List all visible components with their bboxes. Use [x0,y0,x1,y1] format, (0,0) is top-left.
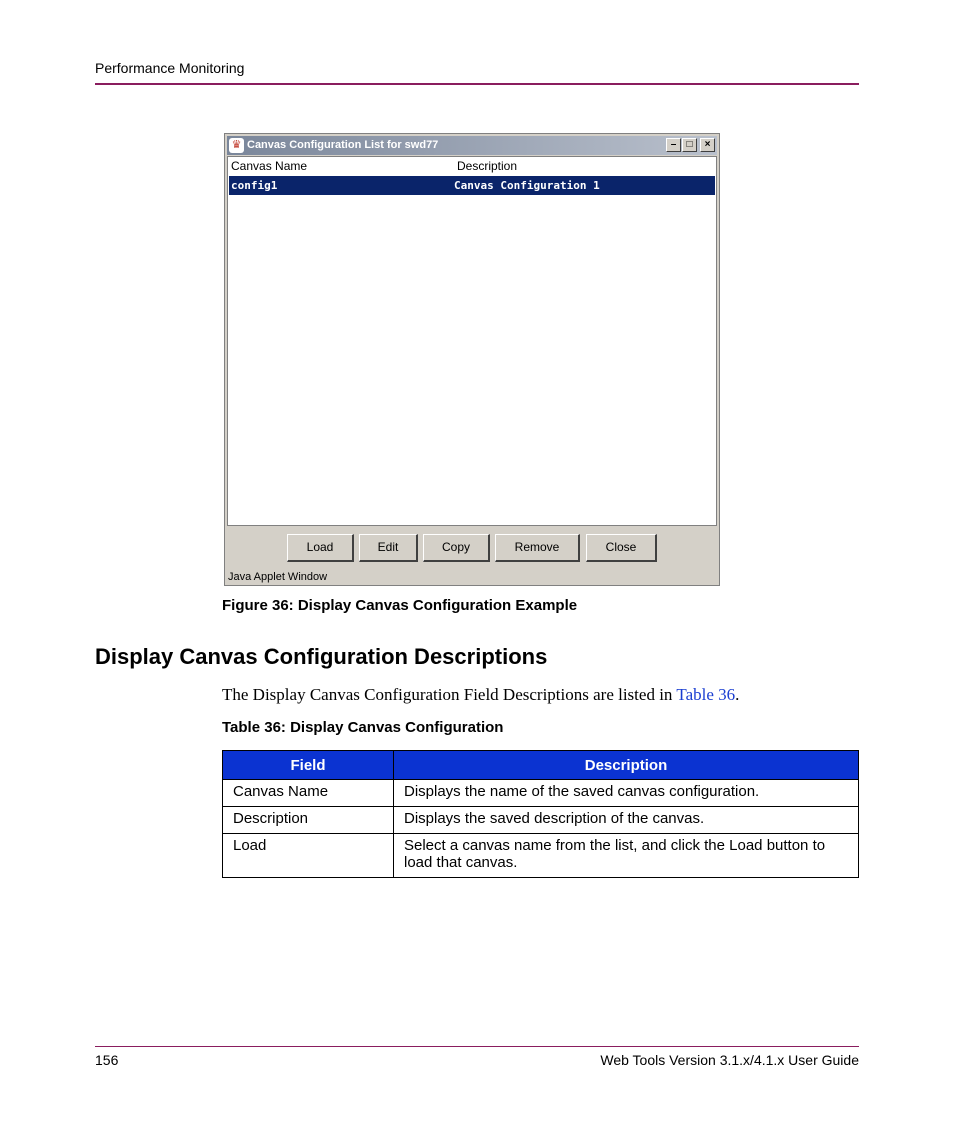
list-item-description: Canvas Configuration 1 [454,179,600,192]
header-rule [95,83,859,85]
table-header-row [223,751,859,780]
status-text: Java Applet Window [228,571,328,583]
description-text-before: Select a canvas name from the list, and click the [404,837,730,854]
page-number: 156 [95,1052,119,1068]
description-text-after: button to load that canvas. [404,837,826,871]
body-paragraph [222,685,739,705]
applet-window [224,133,720,586]
copy-button[interactable]: Copy [423,534,490,562]
table-row [223,834,859,878]
description-term: Load [729,837,763,854]
running-header: Performance Monitoring [95,60,245,76]
field-cell: Load [223,834,394,878]
header-description: Description [394,751,859,780]
field-cell: Description [223,807,394,834]
list-item-name: config1 [231,179,278,192]
app-icon: ♛ [229,138,244,153]
maximize-icon[interactable]: □ [682,138,697,152]
close-icon[interactable]: × [700,138,715,152]
table-row [223,780,859,807]
guide-title: Web Tools Version 3.1.x/4.1.x User Guide [600,1052,859,1068]
close-button[interactable]: Close [586,534,657,562]
body-text-after: . [735,685,740,704]
edit-button[interactable]: Edit [359,534,418,562]
table-link[interactable]: Table 36 [676,685,736,704]
figure-caption: Figure 36: Display Canvas Configuration Example [222,597,578,614]
section-heading: Display Canvas Configuration Descriptions [95,644,548,669]
list-header [228,157,716,175]
description-cell [394,834,859,878]
table-row [223,807,859,834]
canvas-list[interactable] [227,156,717,526]
description-cell: Displays the name of the saved canvas configuration. [394,780,859,807]
column-header-canvas-name[interactable]: Canvas Name [231,159,308,173]
table-caption: Table 36: Display Canvas Configuration [222,719,504,736]
field-cell: Canvas Name [223,780,394,807]
list-item[interactable] [229,176,715,195]
header-field: Field [223,751,394,780]
body-text-before: The Display Canvas Configuration Field Descriptions are listed in [222,685,677,704]
remove-button[interactable]: Remove [495,534,580,562]
title-bar[interactable] [227,136,717,155]
footer-rule [95,1046,859,1047]
column-header-description[interactable]: Description [457,159,518,173]
load-button[interactable]: Load [287,534,354,562]
description-table [222,750,859,878]
minimize-icon[interactable]: – [666,138,681,152]
description-cell: Displays the saved description of the canvas. [394,807,859,834]
window-title: Canvas Configuration List for swd77 [247,139,439,151]
